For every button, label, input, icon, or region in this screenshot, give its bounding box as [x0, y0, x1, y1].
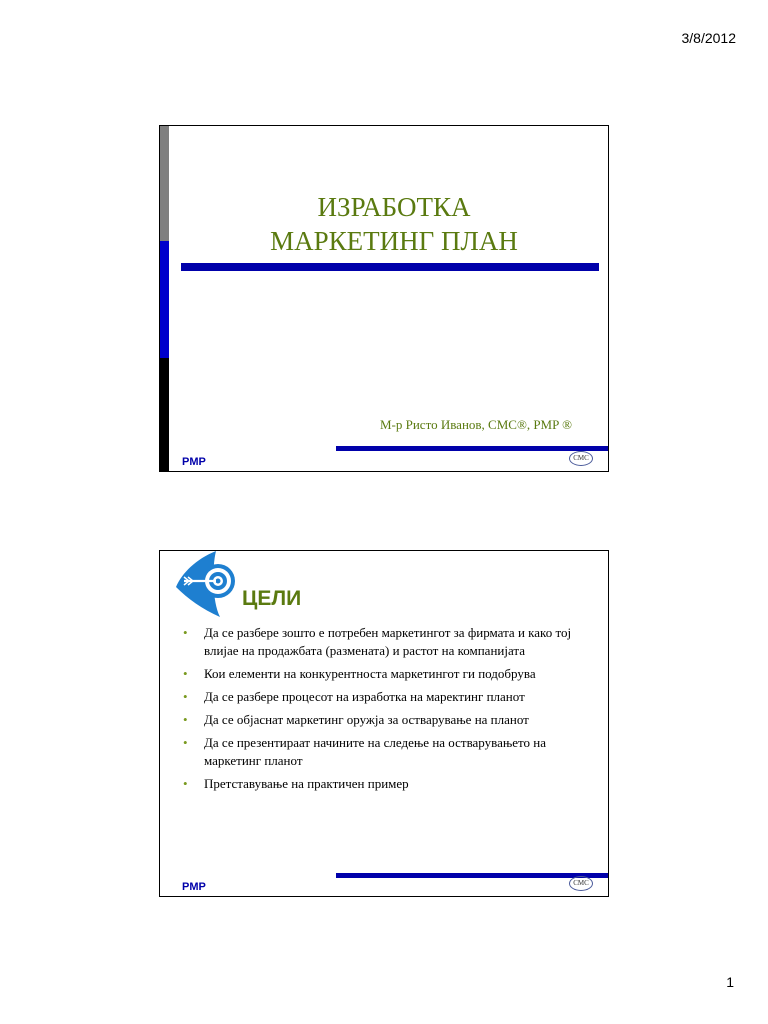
slide-title — [220, 190, 568, 258]
slide-title: ЦЕЛИ — [242, 587, 302, 610]
bullet-icon: • — [183, 689, 188, 704]
list-item: • Да се објаснат маркетинг оружја за остварување на планот — [183, 712, 529, 727]
slide-title-line-1: ИЗРАБОТКА — [317, 192, 471, 222]
bullet-icon: • — [183, 712, 188, 727]
bullet-icon: • — [183, 776, 188, 791]
bullet-icon: • — [183, 625, 188, 640]
title-divider — [181, 263, 599, 271]
list-item: • Да се разбере зошто е потребен маркетингот за фирмата и како тој влијае на продажбата (размената) и растот на компанијата — [183, 625, 572, 658]
slide-2 — [159, 550, 609, 897]
list-item: • Претставување на практичен пример — [183, 776, 409, 791]
footer-divider — [336, 873, 608, 878]
list-item: • Кои елементи на конкурентноста маркетингот ги подобрува — [183, 666, 536, 681]
bullet-icon: • — [183, 735, 188, 750]
cmc-logo: CMC — [569, 876, 593, 891]
pmp-footer-label: PMP — [182, 456, 206, 468]
slide-left-bar — [160, 126, 169, 471]
objectives-list — [182, 624, 592, 798]
bullet-icon: • — [183, 666, 188, 681]
pmp-footer-label: PMP — [182, 881, 206, 893]
page-number: 1 — [726, 974, 734, 990]
list-item: • Да се презентираат начините на следење на остварувањето на маркетинг планот — [183, 735, 547, 768]
list-item: • Да се разбере процесот на изработка на маректинг планот — [183, 689, 525, 704]
target-arrow-icon — [176, 551, 238, 617]
cmc-logo: CMC — [569, 451, 593, 466]
slide-title-line-2: МАРКЕТИНГ ПЛАН — [270, 226, 518, 256]
print-date: 3/8/2012 — [681, 30, 736, 46]
footer-divider — [336, 446, 608, 451]
slide-1 — [159, 125, 609, 472]
slide-author: М-р Ристо Иванов, CMC®, PMP ® — [379, 417, 572, 432]
